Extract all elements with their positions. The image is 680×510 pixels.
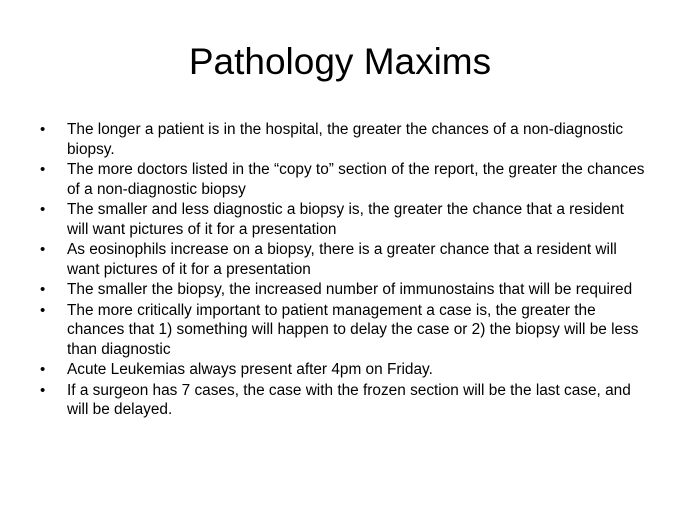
- bullet-item: [40, 200, 645, 239]
- bullet-item: [40, 381, 645, 420]
- bullet-dot-icon: •: [40, 161, 46, 178]
- bullet-text: The more critically important to patient management a case is, the greater the chances that 1) something will happen to delay the case or 2) the biopsy will be less than diagnostic: [67, 301, 639, 358]
- bullet-item: [40, 160, 645, 199]
- bullet-item: [40, 240, 645, 279]
- bullet-dot-icon: •: [40, 241, 46, 258]
- bullet-list: [40, 120, 645, 421]
- bullet-dot-icon: •: [40, 281, 46, 298]
- bullet-item: [40, 120, 645, 159]
- bullet-dot-icon: •: [40, 301, 46, 319]
- bullet-dot-icon: •: [40, 201, 46, 218]
- bullet-item: [40, 280, 645, 300]
- bullet-item: [40, 301, 645, 360]
- bullet-item: [40, 360, 645, 380]
- bullet-text: The smaller the biopsy, the increased number of immunostains that will be required: [67, 281, 633, 298]
- bullet-text: If a surgeon has 7 cases, the case with the frozen section will be the last case, and will be delayed.: [67, 381, 631, 418]
- bullet-text: As eosinophils increase on a biopsy, there is a greater chance that a resident will want pictures of it for a presentation: [67, 241, 617, 278]
- bullet-text: The more doctors listed in the “copy to” section of the report, the greater the chances of a non-diagnostic biopsy: [67, 161, 645, 198]
- bullet-text: Acute Leukemias always present after 4pm on Friday.: [67, 361, 433, 378]
- bullet-dot-icon: •: [40, 381, 46, 399]
- slide-title: Pathology Maxims: [188, 41, 492, 82]
- bullet-text: The longer a patient is in the hospital, the greater the chances of a non-diagnostic biopsy.: [67, 121, 624, 158]
- bullet-dot-icon: •: [40, 121, 46, 138]
- bullet-text: The smaller and less diagnostic a biopsy is, the greater the chance that a resident will want pictures of it for a presentation: [67, 201, 624, 238]
- bullet-dot-icon: •: [40, 361, 46, 378]
